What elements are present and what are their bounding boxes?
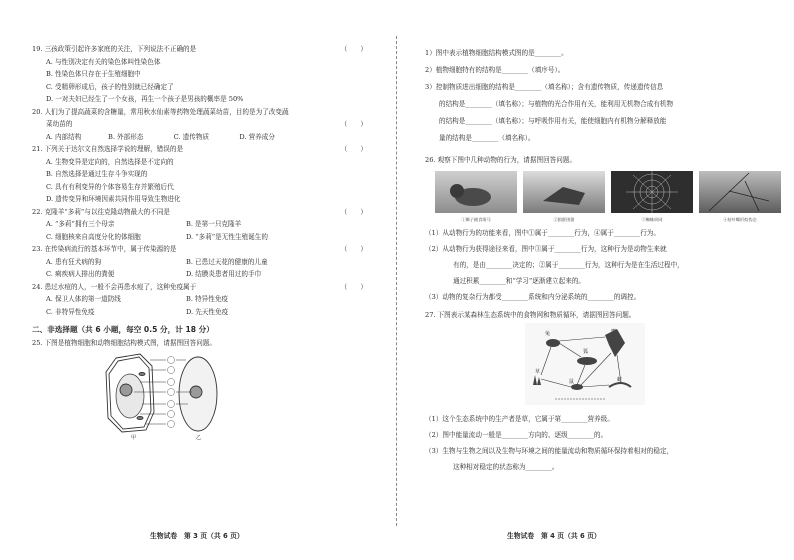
q25-sub3: 3）控制物质进出细胞的结构是________（填名称）；含有遗传物质，传递遗传信息 [425,83,664,91]
photo-caption: ②狼群围猎 [553,217,575,222]
answer-bracket: （ ） [340,207,367,216]
q27-sub3-line2: 这种相对稳定的状态称为________。 [453,463,559,471]
option-a: A. 生物变异是定向的，自然选择是不定向的 [46,157,174,166]
question-stem: 22. 克隆羊“多莉”与以往克隆动物最大的不同是 [32,207,171,216]
option-c: C. 遗传物质 [173,132,210,141]
option-c: C. 细胞核来自高度分化的体细胞 [46,232,141,241]
option-b: B. 自然选择是通过生存斗争实现的 [46,170,148,178]
question-stem-cont: 菜幼苗的 [46,120,73,128]
question-26-stem: 26. 观察下图中几种动物的行为，请据图回答问题。 [425,156,577,164]
photo-caption: ④枯叶蝶形拟伪态 [723,217,757,222]
q27-sub2: （2）图中能量流动一般是________方向的、逐级________的。 [425,431,608,439]
question-20 [32,106,367,144]
node-mouse: 鼠 [569,379,575,385]
label-jia: 甲 [131,434,137,440]
answer-bracket: （ ） [340,245,367,253]
q26-sub2-line3: 通过积累________和“学习”逐渐建立起来的。 [453,277,586,285]
photo-lion [435,171,517,222]
answer-bracket: （ ） [340,45,367,53]
q26-sub2: （2）从动物行为获得途径来看，图中③属于________行为，这种行为是动物生来就 [425,245,667,253]
option-a: A. 内部结构 [46,132,82,141]
option-b: B. 是第一只克隆羊 [186,220,242,228]
option-a: A. 患有狂犬病的狗 [46,257,102,266]
answer-bracket: （ ） [340,282,367,291]
node-snake: 蛇 [617,377,623,383]
node-grass: 草 [535,369,541,375]
question-23 [32,243,367,281]
q26-sub2-line2: 有的，是由________决定的；②属于________行为，这种行为是在生活过程中， [453,261,684,269]
option-c: C. 痢疾病人排出的粪便 [46,270,115,278]
option-b: B. 已患过天花的健康的儿童 [186,257,268,266]
question-stem: 20. 人们为了提高蔬菜的含糖量，常用秋水仙素等药物处理蔬菜幼苗，目的是为了改变蔬 [32,107,289,116]
q26-sub3: （3）动物的复杂行为都受________系统和内分泌系统的________的调控。 [425,293,641,301]
option-c: C. 受精卵形成后，孩子的性别就已经确定了 [46,82,174,91]
q25-sub2: 2）植物细胞特有的结构是________（填序号）。 [425,66,565,74]
question-stem: 24. 患过水痘的人，一般不会再患水痘了，这种免疫属于 [32,282,197,291]
node-fox: 狐 [583,349,589,355]
q27-sub1: （1）这个生态系统中的生产者是草，它属于第________营养级。 [425,415,614,423]
question-24 [32,281,367,319]
option-d: D. 结膜炎患者用过的手巾 [186,270,262,278]
question-25-stem: 25. 下图是植物细胞和动物细胞结构模式图，请据图回答问题。 [32,339,217,347]
page-footer-left: 生物试卷 第 3 页（共 6 页） [150,532,244,540]
option-b: B. 特异性免疫 [186,295,229,303]
page-footer-right: 生物试卷 第 4 页（共 6 页） [507,532,601,540]
option-a: A. “多莉”拥有三个母亲 [46,220,115,228]
option-d: D. 一对夫妇已经生了一个女孩，再生一个孩子是男孩的概率是 50% [46,95,244,103]
option-d: D. 先天性免疫 [186,307,229,316]
right-page [397,0,794,560]
q27-sub3: （3）生物与生物之间以及生物与环境之间的能量流动和物质循环保持着相对的稳定， [425,447,674,455]
q25-sub1: 1）图中表示植物细胞结构模式图的是________。 [425,49,568,57]
node-rabbit: 兔 [545,331,551,337]
photo-leaf-butterfly [699,171,781,222]
question-stem: 21. 下列关于达尔文自然选择学说的理解，错误的是 [32,145,184,153]
food-web-diagram [525,323,645,405]
photo-caption: ①狮子捕食斑马 [461,217,491,222]
option-b: B. 外部形态 [108,132,144,141]
section-heading: 二、非选择题（共 6 小题，每空 0.5 分，计 18 分） [32,325,214,334]
photo-caption: ③蜘蛛织网 [641,217,663,222]
option-b: B. 性染色体只存在于生殖细胞中 [46,70,141,78]
q25-sub3-line2: 的结构是________（填名称）；与植物的光合作用有关，能利用无机物合成有机物 [439,100,674,108]
label-yi: 乙 [196,434,202,440]
photo-spider [611,171,693,222]
animal-photos [435,171,766,222]
plant-cell [106,354,154,432]
q26-sub1: （1）从动物行为的功能来看，图中①属于________行为，④属于________行为。 [425,229,660,237]
question-19 [32,43,367,106]
cell-diagram [96,352,226,440]
q25-sub3-line4: 量的结构是________（填名称）。 [439,134,535,142]
option-d: D. 遗传变异和环境因素共同作用导致生物进化 [46,195,181,203]
q25-sub3-line3: 的结构是________（填名称）；与呼吸作用有关，能使细胞内有机物分解释放能 [439,117,667,125]
option-d: D. “多莉”是无性生殖诞生的 [186,232,268,241]
answer-bracket: （ ） [340,145,367,153]
question-21 [32,143,367,206]
animal-cell [179,357,217,431]
question-22 [32,206,367,244]
photo-wolf [523,171,605,222]
option-a: A. 与性别决定有关的染色体叫性染色体 [46,57,161,66]
question-27-stem: 27. 下图表示某森林生态系统中的食物网和物质循环，请据图回答问题。 [425,311,636,319]
option-c: C. 非特异性免疫 [46,307,95,316]
answer-bracket: （ ） [340,120,367,128]
question-stem: 19. 三孩政策引起许多家庭的关注，下列说法不正确的是 [32,45,197,53]
option-a: A. 保卫人体的第一道防线 [46,295,121,303]
option-d: D. 营养成分 [239,132,275,141]
option-c: C. 具有有利变异的个体容易生存并繁殖后代 [46,182,174,191]
question-stem: 23. 在传染病流行的基本环节中，属于传染源的是 [32,245,177,253]
